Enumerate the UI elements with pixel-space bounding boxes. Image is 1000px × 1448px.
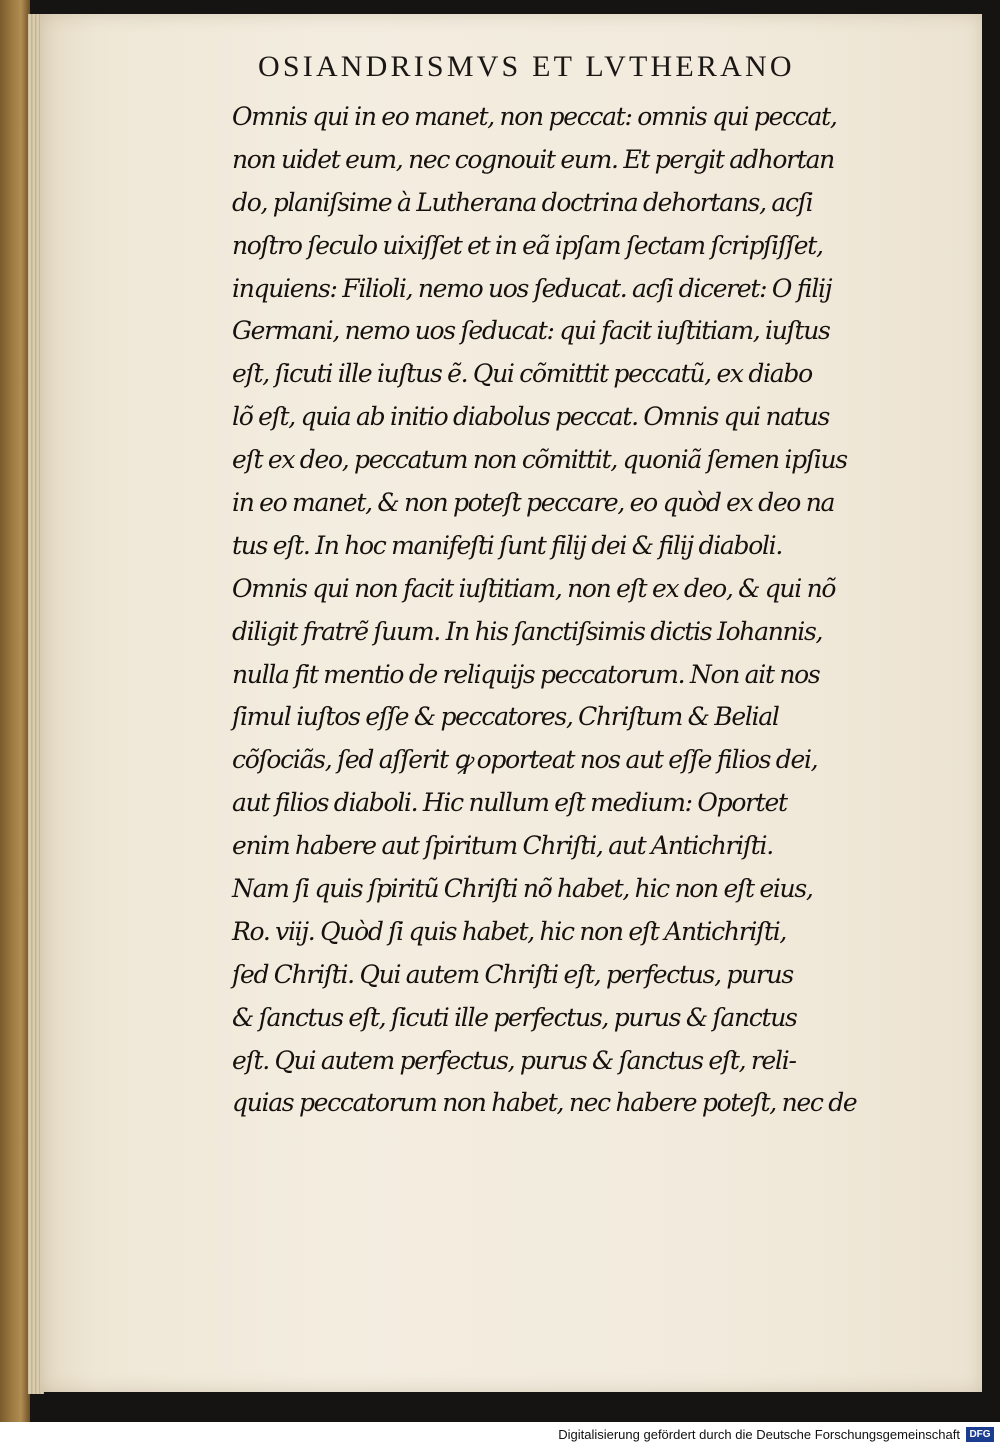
text-line: enim habere aut ſpiritum Chriſti, aut Antichriſti. [232,831,773,861]
text-line: & ſanctus eſt, ſicuti ille perfectus, purus & ſanctus [232,1002,797,1032]
text-line: quias peccatorum non habet, nec habere poteſt, nec de [232,1088,857,1118]
digitization-footer [0,1422,1000,1448]
text-line: non uidet eum, nec cognouit eum. Et pergit adhortan [232,144,834,174]
text-line: Ro. viij. Quòd ſi quis habet, hic non eſt Antichriſti, [232,916,787,946]
text-line: do, planiſsime à Lutherana doctrina dehortans, acſi [232,187,813,217]
text-line: eſt, ſicuti ille iuſtus ẽ. Qui cõmittit peccatũ, ex diabo [232,359,812,389]
text-line: eſt. Qui autem perfectus, purus & ſanctus eſt, reli- [232,1045,796,1075]
text-line: aut filios diaboli. Hic nullum eſt medium: Oportet [232,788,787,818]
running-head: OSIANDRISMVS ET LVTHERANO [258,50,795,83]
body-text [232,96,942,1125]
text-line: Omnis qui in eo manet, non peccat: omnis qui peccat, [232,102,837,131]
text-line: diligit fratrẽ ſuum. In his ſanctiſsimis dictis Iohannis, [232,616,823,646]
text-line: Omnis qui non facit iuſtitiam, non eſt ex deo, & qui nõ [232,573,836,603]
text-line: Nam ſi quis ſpiritũ Chriſti nõ habet, hic non eſt eius, [232,874,813,904]
text-line: ſimul iuſtos eſſe & peccatores, Chriſtum & Belial [232,702,779,732]
text-line: inquiens: Filioli, nemo uos ſeducat. acſi diceret: O filij [232,273,832,303]
text-line: eſt ex deo, peccatum non cõmittit, quoniã ſemen ipſius [232,445,847,475]
text-line: cõſociãs, ſed aſſerit ꝙ oporteat nos aut eſſe filios dei, [232,745,818,775]
text-line: tus eſt. In hoc manifeſti ſunt filij dei & filij diaboli. [232,530,782,560]
digitization-note: Digitalisierung gefördert durch die Deutsche Forschungsgemeinschaft [558,1427,960,1442]
dfg-logo: DFG [966,1427,994,1442]
text-line: noſtro ſeculo uixiſſet et in eã ipſam ſectam ſcripſiſſet, [232,230,823,260]
text-line: lõ eſt, quia ab initio diabolus peccat. Omnis qui natus [232,402,830,432]
book-spine [0,0,30,1422]
text-line: Germani, nemo uos ſeducat: qui facit iuſtitiam, iuſtus [232,316,830,346]
text-line: in eo manet, & non poteſt peccare, eo quòd ex deo na [232,488,835,518]
text-line: nulla fit mentio de reliquijs peccatorum. Non ait nos [232,659,820,689]
text-line: ſed Chriſti. Qui autem Chriſti eſt, perfectus, purus [232,959,793,989]
